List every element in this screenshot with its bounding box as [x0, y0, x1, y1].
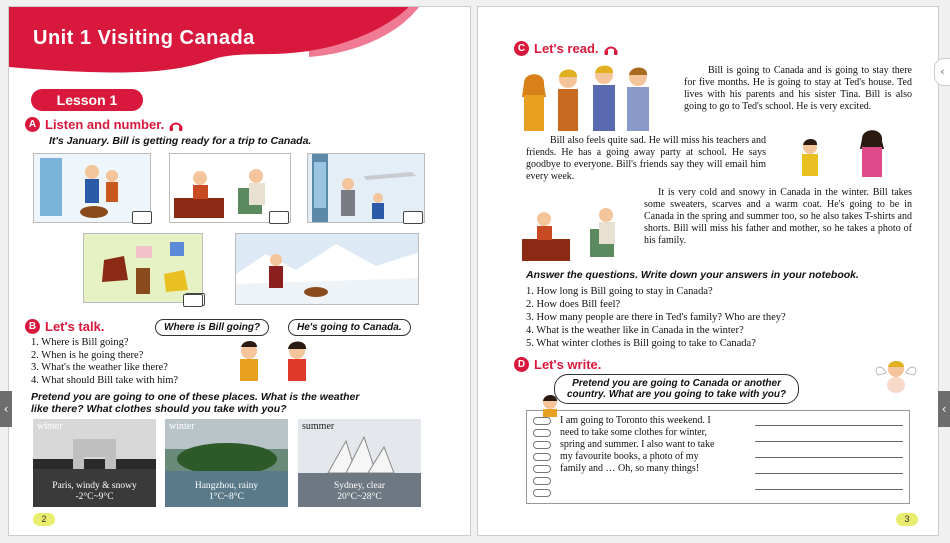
listen-picture-5	[235, 233, 419, 305]
section-b-questions	[31, 337, 178, 387]
notebook-ring	[533, 441, 551, 449]
list-item: 2. When is he going there?	[31, 349, 144, 361]
previous-page-button[interactable]: ‹	[0, 391, 12, 427]
list-item: 4. What should Bill take with him?	[31, 374, 179, 386]
lesson-label: Lesson 1	[31, 89, 143, 111]
photo-caption: Paris, windy & snowy -2°C~9°C	[52, 481, 137, 502]
headphones-icon[interactable]	[169, 119, 183, 131]
talking-kids-illustration	[221, 339, 331, 389]
list-item: 5. What winter clothes is Bill going to take to Canada?	[526, 338, 756, 349]
notebook-ring	[533, 465, 551, 473]
photo-season: winter	[169, 421, 195, 432]
section-d-title: Let's write.	[534, 357, 602, 372]
page-number-right: 3	[896, 513, 918, 526]
sample-writing: I am going to Toronto this weekend. I need to take some clothes for winter, spring and summer. I also want to take my favourite books, a photo of my family and … Oh, so many things!	[560, 415, 715, 474]
section-c-heading	[514, 41, 618, 56]
section-a-title: Listen and number.	[45, 117, 165, 132]
photo-season: winter	[37, 421, 63, 432]
answer-box-5[interactable]	[183, 294, 203, 307]
section-b-title: Let's talk.	[45, 319, 105, 334]
section-a-heading	[25, 117, 183, 132]
read-paragraph-1: Bill is going to Canada and is going to stay there for five months. He is going to stay at Ted's house. Ted lives with his parents and his sister Tina. Bill is also going to go to Ted's school. He is very excited.	[684, 65, 912, 112]
section-b-badge: B	[25, 319, 40, 334]
list-item: 1. How long is Bill going to stay in Canada?	[526, 286, 713, 297]
answer-box-1[interactable]	[132, 211, 152, 224]
list-item: 4. What is the weather like in Canada in the winter?	[526, 325, 744, 336]
section-b-prompt: Pretend you are going to one of these places. What is the weather like there? What clothes should you take with you?	[31, 391, 360, 415]
writing-line[interactable]	[755, 457, 903, 458]
photo-season: summer	[302, 421, 335, 432]
answer-heading: Answer the questions. Write down your answers in your notebook.	[526, 269, 859, 281]
section-a-badge: A	[25, 117, 40, 132]
speech-bubble-question: Where is Bill going?	[155, 319, 269, 336]
photo-caption: Hangzhou, rainy 1°C~8°C	[194, 481, 259, 502]
read-paragraph-3: It is very cold and snowy in Canada in the winter. Bill takes some sweaters, scarves and a warm coat. He's going to be in Canada in the spring and summer too, so he also takes T-shirts and shorts. Bill will miss his father and mother, so he takes a photo of his family.	[644, 187, 912, 246]
notebook-ring	[533, 489, 551, 497]
writing-line[interactable]	[755, 473, 903, 474]
photo-sydney	[298, 419, 421, 507]
next-page-button[interactable]: ‹	[938, 391, 950, 427]
read-paragraph-2: Bill also feels quite sad. He will miss his teachers and friends. He has a going away party at school. He says goodbye to everyone. Bill's friends say they will email him every week.	[526, 135, 766, 182]
headphones-icon[interactable]	[604, 43, 618, 55]
section-b-heading	[25, 319, 104, 334]
unit-title: Unit 1 Visiting Canada	[33, 27, 255, 49]
writing-notebook	[526, 410, 910, 504]
list-item: 2. How does Bill feel?	[526, 299, 621, 310]
list-item: 3. How many people are there in Ted's family? Who are they?	[526, 312, 786, 323]
packing-illustration	[520, 197, 650, 265]
speech-bubble-answer: He's going to Canada.	[288, 319, 411, 336]
reading-questions	[526, 285, 786, 350]
cupid-illustration	[872, 355, 920, 397]
list-item: 3. What's the weather like there?	[31, 362, 168, 373]
photo-paris	[33, 419, 156, 507]
friends-illustration	[794, 125, 914, 187]
page-number-left: 2	[33, 513, 55, 526]
side-panel-toggle[interactable]: ‹	[934, 58, 950, 86]
photo-hangzhou	[165, 419, 288, 507]
answer-box-3[interactable]	[403, 211, 423, 224]
section-d-badge: D	[514, 357, 529, 372]
notebook-ring	[533, 477, 551, 485]
page-right	[477, 6, 939, 536]
notebook-ring	[533, 429, 551, 437]
write-prompt-bubble: Pretend you are going to Canada or another country. What are you going to take with you?	[554, 374, 799, 404]
ted-family-illustration	[520, 63, 670, 133]
page-left	[8, 6, 471, 536]
section-d-heading	[514, 357, 601, 372]
writing-line[interactable]	[755, 441, 903, 442]
section-c-badge: C	[514, 41, 529, 56]
answer-box-2[interactable]	[269, 211, 289, 224]
notebook-ring	[533, 453, 551, 461]
boy-avatar-illustration	[539, 393, 561, 417]
photo-caption: Sydney, clear 20°C~28°C	[333, 481, 386, 502]
writing-line[interactable]	[755, 489, 903, 490]
section-c-title: Let's read.	[534, 41, 599, 56]
notebook-ring	[533, 417, 551, 425]
list-item: 1. Where is Bill going?	[31, 337, 129, 348]
writing-line[interactable]	[755, 425, 903, 426]
section-a-intro: It's January. Bill is getting ready for a trip to Canada.	[49, 135, 312, 147]
